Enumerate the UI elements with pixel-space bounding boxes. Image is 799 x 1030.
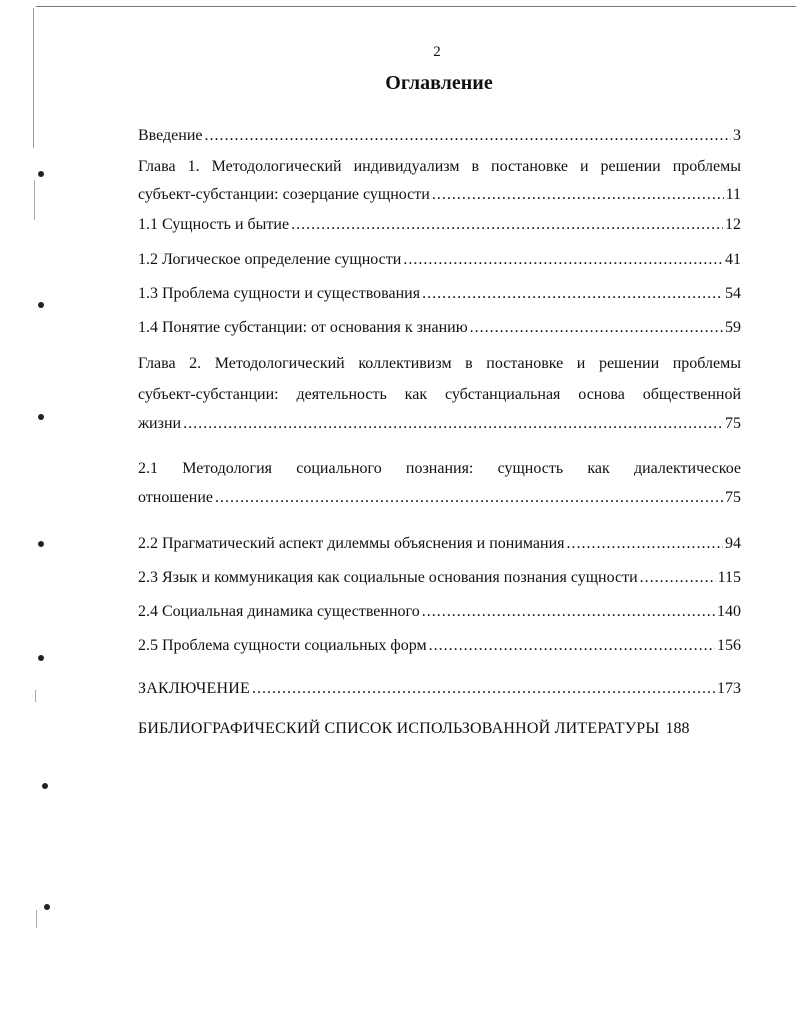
dot-leader xyxy=(429,636,715,656)
dot-leader xyxy=(403,250,723,270)
dot-leader xyxy=(640,568,716,588)
toc-entry-chapter1[interactable] xyxy=(138,185,741,205)
dot-leader xyxy=(567,534,724,554)
page-title: Оглавление xyxy=(385,72,493,94)
scan-top-border xyxy=(36,6,796,7)
toc-entry-page: 75 xyxy=(725,415,741,432)
dot-leader xyxy=(432,185,724,205)
scan-tick xyxy=(36,910,37,928)
toc-entry-1-3[interactable] xyxy=(138,284,741,304)
toc-entry-1-4[interactable] xyxy=(138,318,741,338)
toc-entry-2-2[interactable] xyxy=(138,534,741,554)
scan-speck xyxy=(38,655,44,661)
toc-entry-page: 140 xyxy=(717,603,741,620)
toc-entry-page: 11 xyxy=(725,186,741,203)
scan-speck xyxy=(38,302,44,308)
toc-entry-label: 1.1 Сущность и бытие xyxy=(138,216,290,233)
toc-entry-1-1[interactable] xyxy=(138,215,741,235)
toc-entry-2-5[interactable] xyxy=(138,636,741,656)
toc-entry-label: 1.2 Логическое определение сущности xyxy=(138,251,402,268)
scan-speck xyxy=(44,904,50,910)
toc-entry-label: 1.3 Проблема сущности и существования xyxy=(138,285,421,302)
toc-entry-page: 75 xyxy=(725,489,741,506)
toc-entry-label: 2.3 Язык и коммуникация как социальные основания познания сущности xyxy=(138,569,638,586)
toc-entry-label: 1.4 Понятие субстанции: от основания к знанию xyxy=(138,319,468,336)
scan-speck xyxy=(38,414,44,420)
toc-entry-label: ЗАКЛЮЧЕНИЕ xyxy=(138,680,250,697)
dot-leader xyxy=(422,602,715,622)
toc-entry-page: 54 xyxy=(725,285,741,302)
toc-entry-2-4[interactable] xyxy=(138,602,741,622)
toc-entry-label: субъект-субстанции: созерцание сущности xyxy=(138,186,430,203)
scan-speck xyxy=(38,541,44,547)
toc-entry-label: 2.5 Проблема сущности социальных форм xyxy=(138,637,427,654)
toc-entry-label: Введение xyxy=(138,127,203,144)
toc-entry-label: отношение xyxy=(138,489,213,506)
dot-leader xyxy=(422,284,723,304)
toc-entry-label: 2.4 Социальная динамика существенного xyxy=(138,603,420,620)
toc-entry-page: 188 xyxy=(665,720,690,737)
toc-entry-page: 3 xyxy=(733,127,741,144)
toc-entry-conclusion[interactable] xyxy=(138,679,741,699)
dot-leader xyxy=(291,215,723,235)
scan-speck xyxy=(42,783,48,789)
toc-entry-chapter2[interactable] xyxy=(138,414,741,434)
scan-tick xyxy=(34,180,35,220)
toc-entry-bibliography[interactable] xyxy=(138,719,741,739)
toc-entry-chapter2-line2[interactable]: субъект-субстанции: деятельность как субстанциальная основа общественной xyxy=(138,386,741,403)
toc-entry-page: 173 xyxy=(717,680,741,697)
toc-entry-page: 94 xyxy=(725,535,741,552)
toc-entry-label: БИБЛИОГРАФИЧЕСКИЙ СПИСОК ИСПОЛЬЗОВАННОЙ ЛИТЕРАТУРЫ xyxy=(138,720,660,737)
toc-entry-page: 59 xyxy=(725,319,741,336)
dot-leader xyxy=(183,414,723,434)
toc-entry-chapter2-line1[interactable]: Глава 2. Методологический коллективизм в постановке и решении проблемы xyxy=(138,355,741,372)
page-number: 2 xyxy=(433,44,441,60)
scan-tick xyxy=(35,690,36,702)
toc-entry-2-3[interactable] xyxy=(138,568,741,588)
dot-leader xyxy=(252,679,715,699)
dot-leader xyxy=(470,318,723,338)
toc-entry-label: жизни xyxy=(138,415,182,432)
toc-entry-intro[interactable] xyxy=(138,126,741,146)
toc-entry-chapter1-line1[interactable]: Глава 1. Методологический индивидуализм в постановке и решении проблемы xyxy=(138,158,741,175)
toc-entry-1-2[interactable] xyxy=(138,250,741,270)
dot-leader xyxy=(205,126,732,146)
toc-entry-2-1[interactable] xyxy=(138,488,741,508)
toc-entry-page: 156 xyxy=(717,637,741,654)
toc-entry-page: 115 xyxy=(717,569,741,586)
scan-speck xyxy=(38,171,44,177)
toc-entry-page: 12 xyxy=(725,216,741,233)
toc-entry-label: 2.2 Прагматический аспект дилеммы объяснения и понимания xyxy=(138,535,565,552)
dot-leader xyxy=(215,488,723,508)
toc-entry-2-1-line1[interactable]: 2.1 Методология социального познания: сущность как диалектическое xyxy=(138,460,741,477)
toc-entry-page: 41 xyxy=(725,251,741,268)
